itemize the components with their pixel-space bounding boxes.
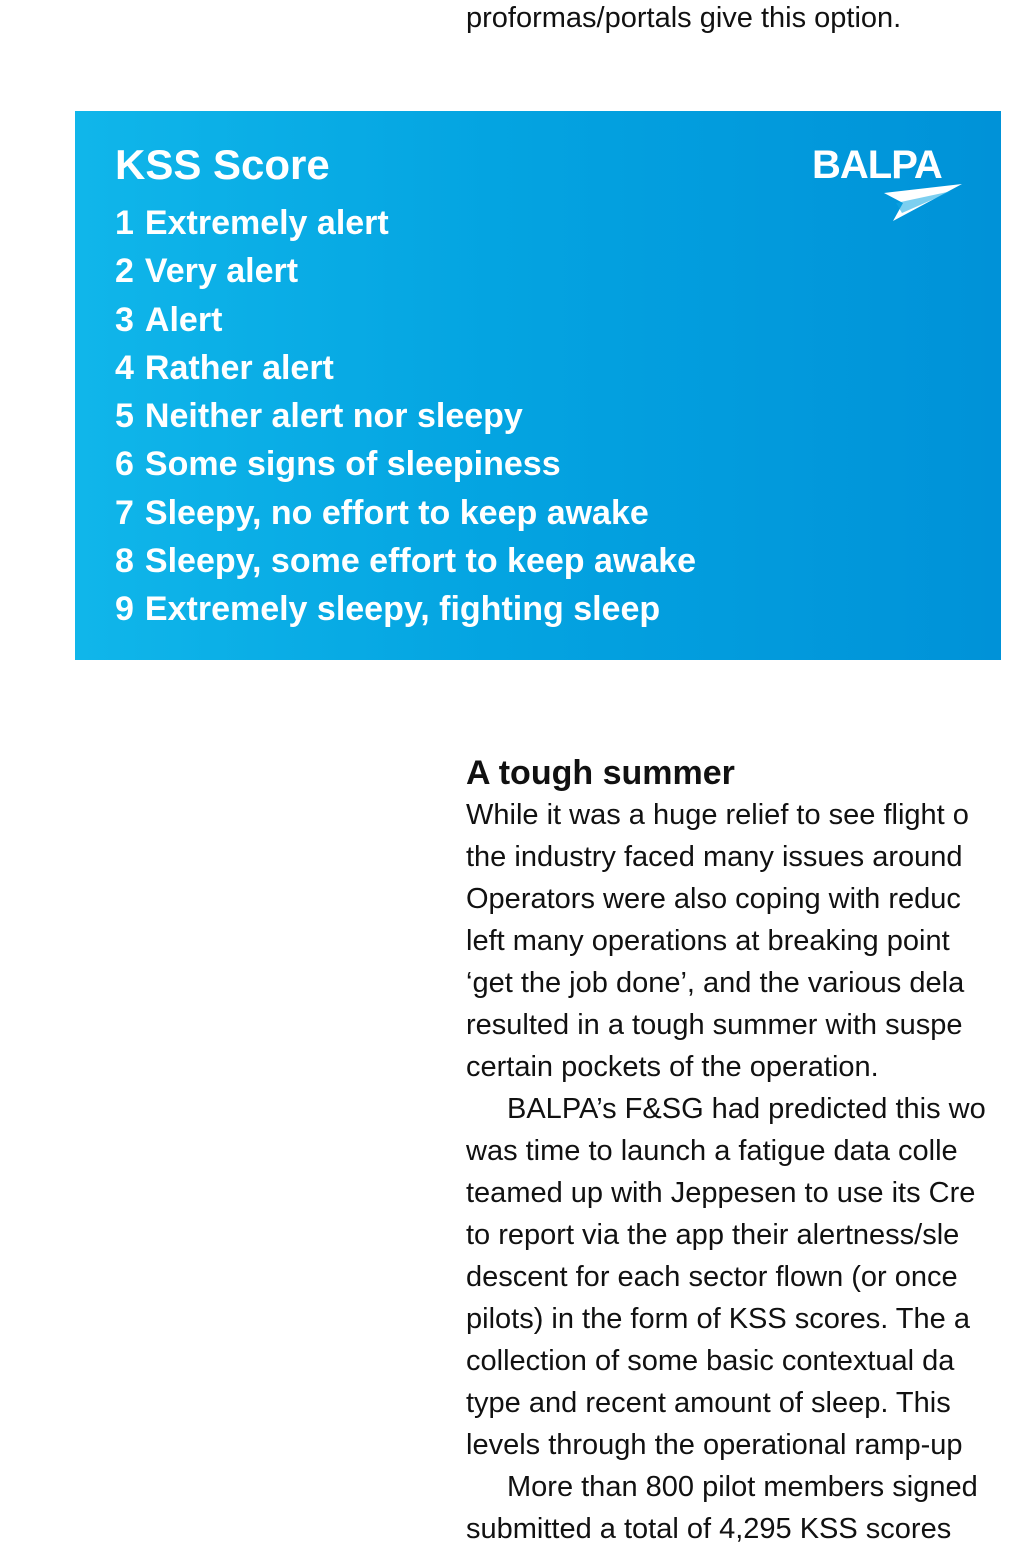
kss-item-label: Sleepy, no effort to keep awake: [144, 493, 649, 532]
text-line: left many operations at breaking point: [466, 925, 950, 957]
kss-item-label: Some signs of sleepiness: [144, 445, 561, 484]
text-line: pilots) in the form of KSS scores. The a: [466, 1303, 970, 1335]
text-line: More than 800 pilot members signed: [507, 1471, 978, 1503]
text-line: to report via the app their alertness/sle: [466, 1219, 960, 1251]
kss-item-number: 5: [115, 397, 134, 436]
text-line: levels through the operational ramp-up: [466, 1429, 963, 1461]
article-paragraph-3: [466, 1466, 1024, 1550]
kss-item-4: [115, 344, 696, 392]
kss-item-9: [115, 585, 696, 633]
kss-item-6: [115, 440, 696, 488]
kss-item-label: Rather alert: [144, 348, 334, 387]
kss-item-number: 2: [115, 252, 134, 291]
kss-item-1: [115, 199, 696, 247]
kss-item-label: Alert: [144, 300, 223, 339]
kss-score-panel: [75, 111, 1001, 660]
kss-item-label: Neither alert nor sleepy: [144, 397, 523, 436]
article-paragraph-1: [466, 794, 1024, 1088]
kss-item-2: [115, 247, 696, 295]
kss-item-number: 3: [115, 300, 134, 339]
kss-item-8: [115, 537, 696, 585]
kss-title: KSS Score: [115, 141, 330, 188]
balpa-logo-text: BALPA: [812, 143, 942, 187]
text-line: descent for each sector flown (or once: [466, 1261, 958, 1293]
kss-item-label: Very alert: [144, 252, 299, 291]
text-line: teamed up with Jeppesen to use its Cre: [466, 1177, 976, 1209]
article-paragraph-2: [466, 1088, 1024, 1466]
article-section: [466, 752, 1024, 1550]
kss-item-number: 8: [115, 542, 134, 581]
kss-item-number: 4: [115, 348, 134, 387]
kss-item-7: [115, 489, 696, 537]
previous-paragraph-fragment: proformas/portals give this option.: [466, 2, 902, 34]
kss-item-number: 6: [115, 445, 134, 484]
kss-item-3: [115, 296, 696, 344]
balpa-logo: [812, 143, 964, 225]
text-line: the industry faced many issues around: [466, 841, 963, 873]
kss-item-label: Extremely alert: [144, 204, 389, 242]
kss-item-5: [115, 392, 696, 440]
kss-item-label: Extremely sleepy, fighting sleep: [144, 590, 661, 629]
text-line: While it was a huge relief to see flight o: [466, 799, 969, 831]
kss-item-label: Sleepy, some effort to keep awake: [144, 542, 697, 581]
text-line: certain pockets of the operation.: [466, 1051, 879, 1083]
kss-scale-list: [115, 199, 696, 634]
text-line: was time to launch a fatigue data colle: [466, 1135, 958, 1167]
text-line: ‘get the job done’, and the various dela: [466, 967, 965, 999]
text-line: type and recent amount of sleep. This: [466, 1387, 951, 1419]
kss-item-number: 1: [115, 204, 134, 242]
text-line: Operators were also coping with reduc: [466, 883, 961, 915]
section-heading: A tough summer: [466, 754, 735, 792]
kss-item-number: 7: [115, 493, 134, 532]
text-line: BALPA’s F&SG had predicted this wo: [507, 1093, 986, 1125]
text-line: collection of some basic contextual da: [466, 1345, 955, 1377]
text-line: resulted in a tough summer with suspe: [466, 1009, 963, 1041]
kss-item-number: 9: [115, 590, 134, 629]
text-line: submitted a total of 4,295 KSS scores: [466, 1513, 952, 1545]
wing-icon: [812, 143, 964, 225]
